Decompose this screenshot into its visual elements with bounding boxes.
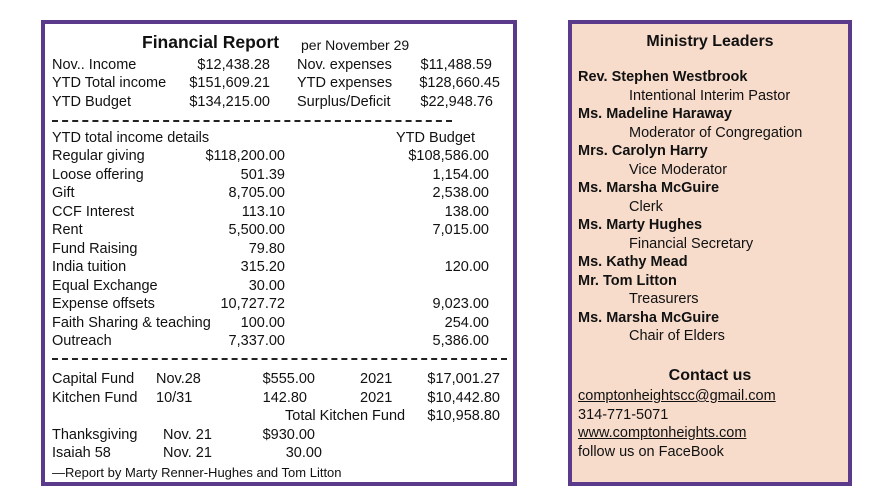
report-title: Financial Report: [142, 32, 280, 52]
ministry-leaders-panel: [568, 20, 852, 486]
report-credit: —Report by Marty Renner-Hughes and Tom Litton: [52, 465, 342, 480]
details-header: YTD total income details: [52, 130, 210, 146]
leader-name: Ms. Madeline Haraway: [578, 106, 732, 122]
thanksgiving-date: Nov. 21: [163, 427, 212, 443]
total-kitchen-fund-value: $10,958.80: [427, 408, 500, 424]
ytd-expenses-value: $128,660.45: [419, 75, 500, 91]
isaiah-label: Isaiah 58: [52, 445, 111, 461]
income-row-label: Expense offsets: [52, 296, 155, 312]
kitchen-fund-total: $10,442.80: [427, 390, 500, 406]
income-row-label: Gift: [52, 185, 75, 201]
financial-report-panel: [41, 20, 517, 486]
ytd-expenses-label: YTD expenses: [297, 75, 393, 91]
isaiah-amount: 30.00: [285, 445, 322, 461]
ministry-title: Ministry Leaders: [646, 33, 774, 50]
kitchen-fund-period: 10/31: [156, 390, 193, 406]
income-row-budget: 9,023.00: [432, 296, 489, 312]
capital-fund-period: Nov.28: [156, 371, 201, 387]
income-row-amount: 113.10: [241, 203, 285, 220]
income-row-budget: 1,154.00: [432, 166, 489, 183]
income-row-label: Faith Sharing & teaching: [52, 314, 211, 331]
income-row-budget: 5,386.00: [432, 333, 489, 349]
leader-name: Ms. Marsha McGuire: [578, 180, 720, 196]
income-row-label: Loose offering: [52, 166, 144, 183]
nov-income-label: Nov.. Income: [52, 57, 137, 73]
leader-name: Ms. Marsha McGuire: [578, 309, 720, 326]
ytd-income-label: YTD Total income: [52, 75, 167, 91]
income-row-label: Fund Raising: [52, 240, 138, 257]
leader-name: Mr. Tom Litton: [578, 272, 677, 289]
ytd-budget-value: $134,215.00: [189, 94, 270, 110]
leader-role: Clerk: [629, 198, 663, 215]
leader-name: Ms. Kathy Mead: [578, 254, 688, 270]
leader-role: Financial Secretary: [629, 235, 754, 252]
income-row-amount: 7,337.00: [228, 333, 285, 349]
income-row-label: Rent: [52, 222, 83, 238]
budget-header: YTD Budget: [396, 130, 475, 146]
phone-number: 314-771-5071: [578, 407, 669, 423]
income-row-budget: 7,015.00: [432, 222, 489, 238]
website-link[interactable]: www.comptonheights.com: [578, 425, 747, 441]
divider: [52, 120, 452, 122]
nov-income-value: $12,438.28: [197, 57, 270, 73]
leader-role: Treasurers: [629, 291, 699, 307]
income-row-amount: 8,705.00: [228, 185, 285, 201]
ytd-budget-label: YTD Budget: [52, 94, 131, 110]
income-row-label: Regular giving: [52, 148, 145, 164]
income-row-label: Equal Exchange: [52, 277, 158, 294]
capital-fund-label: Capital Fund: [52, 371, 135, 387]
income-row-label: India tuition: [52, 259, 127, 275]
contact-title: Contact us: [668, 367, 752, 384]
nov-expenses-value: $11,488.59: [420, 57, 492, 73]
income-row-amount: 79.80: [248, 240, 285, 257]
email-link[interactable]: comptonheightscc@gmail.com: [578, 388, 776, 404]
nov-expenses-label: Nov. expenses: [297, 57, 392, 73]
kitchen-fund-year: 2021: [360, 390, 393, 406]
income-row-budget: 2,538.00: [432, 185, 489, 201]
income-row-amount: 315.20: [240, 259, 285, 275]
surplus-value: $22,948.76: [420, 94, 493, 110]
surplus-label: Surplus/Deficit: [297, 94, 391, 110]
report-subtitle: per November 29: [301, 37, 410, 53]
income-row-budget: 138.00: [444, 203, 489, 220]
divider: [52, 358, 507, 360]
leader-name: Rev. Stephen Westbrook: [578, 69, 748, 85]
income-row-amount: 501.39: [240, 166, 285, 183]
isaiah-date: Nov. 21: [163, 445, 212, 461]
leader-role: Vice Moderator: [629, 161, 728, 178]
thanksgiving-label: Thanksgiving: [52, 427, 138, 443]
leader-role: Chair of Elders: [629, 328, 725, 344]
capital-fund-total: $17,001.27: [427, 371, 500, 387]
kitchen-fund-amount: 142.80: [262, 390, 307, 406]
facebook-note: follow us on FaceBook: [578, 444, 724, 460]
income-row-amount: $118,200.00: [205, 148, 285, 164]
thanksgiving-amount: $930.00: [262, 427, 315, 443]
capital-fund-amount: $555.00: [262, 371, 315, 387]
income-row-label: Outreach: [52, 333, 112, 349]
income-row-amount: 5,500.00: [228, 222, 285, 238]
income-row-amount: 10,727.72: [220, 296, 285, 312]
total-kitchen-fund-label: Total Kitchen Fund: [285, 408, 406, 424]
income-row-amount: 30.00: [248, 277, 285, 294]
income-row-label: CCF Interest: [52, 203, 135, 220]
income-row-amount: 100.00: [240, 314, 285, 331]
leader-role: Moderator of Congregation: [629, 124, 803, 141]
capital-fund-year: 2021: [360, 371, 393, 387]
income-row-budget: $108,586.00: [408, 148, 489, 164]
ytd-income-value: $151,609.21: [189, 75, 270, 91]
leader-name: Ms. Marty Hughes: [578, 217, 703, 233]
income-row-budget: 120.00: [444, 259, 489, 275]
leader-name: Mrs. Carolyn Harry: [578, 143, 708, 159]
income-row-budget: 254.00: [444, 314, 489, 331]
kitchen-fund-label: Kitchen Fund: [52, 390, 138, 406]
leader-role: Intentional Interim Pastor: [629, 87, 791, 104]
